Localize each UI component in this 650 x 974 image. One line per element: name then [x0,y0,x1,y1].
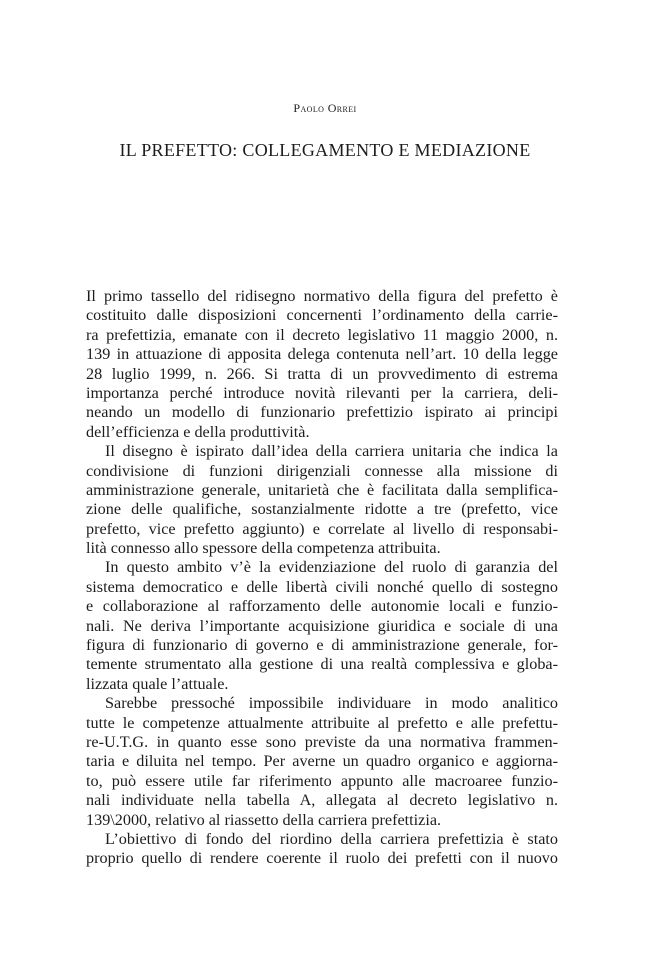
article-title: IL PREFETTO: COLLEGAMENTO E MEDIAZIONE [119,140,531,160]
text-line: nali. Ne deriva l’importante acquisizione giuridica e sociale di una [86,616,558,635]
text-line: tutte le competenze attualmente attribuite al prefetto e alle prefettu- [86,713,558,732]
text-line: proprio quello di rendere coerente il ruolo dei prefetti con il nuovo [86,849,558,868]
text-line: amministrazione generale, unitarietà che è facilitata dalla semplifica- [86,480,558,499]
text-line: temente strumentato alla gestione di una realtà complessiva e globa- [86,655,558,674]
text-line: neando un modello di funzionario prefettizio ispirato ai principi [86,403,558,422]
text-line: costituito dalle disposizioni concernenti l’ordinamento della carrie- [86,306,558,325]
text-line: re-U.T.G. in quanto esse sono previste da una normativa frammen- [86,732,558,751]
text-line: lizzata quale l’attuale. [86,674,229,693]
text-line: L’obiettivo di fondo del riordino della carriera prefettizia è stato [105,829,558,848]
text-line: Il disegno è ispirato dall’idea della carriera unitaria che indica la [105,442,558,461]
text-line: condivisione di funzioni dirigenziali connesse alla missione di [86,461,558,480]
text-line: Il primo tassello del ridisegno normativo della figura del prefetto è [86,287,558,305]
article-body [86,287,558,869]
text-line: lità connesso allo spessore della competenza attribuita. [86,539,441,558]
text-line: 139 in attuazione di apposita delega contenuta nell’art. 10 della legge [86,345,558,364]
text-line: prefetto, vice prefetto aggiunto) e correlate al livello di responsabi- [86,519,558,538]
text-line: zione delle qualifiche, sostanzialmente ridotte a tre (prefetto, vice [86,500,558,519]
text-line: to, può essere utile far riferimento appunto alle macroaree funzio- [86,771,558,790]
text-line: e collaborazione al rafforzamento delle autonomie locali e funzio- [86,597,558,616]
author-name: Paolo Orrei [293,101,357,115]
text-line: 28 luglio 1999, n. 266. Si tratta di un provvedimento di estrema [86,364,558,383]
text-line: ra prefettizia, emanate con il decreto legislativo 11 maggio 2000, n. [86,325,558,344]
text-line: importanza perché introduce novità rilevanti per la carriera, deli- [86,383,558,402]
text-line: figura di funzionario di governo e di amministrazione generale, for- [86,636,558,655]
text-line: nali individuate nella tabella A, allegata al decreto legislativo n. [86,791,558,810]
text-line: sistema democratico e delle libertà civili nonché quello di sostegno [86,577,558,596]
text-line: Sarebbe pressoché impossibile individuare in modo analitico [105,694,558,713]
text-line: 139\2000, relativo al riassetto della carriera prefettizia. [86,810,442,829]
text-line: dell’efficienza e della produttività. [86,422,310,441]
text-line: taria e diluita nel tempo. Per averne un quadro organico e aggiorna- [86,752,558,771]
text-line: In questo ambito v’è la evidenziazione del ruolo di garanzia del [105,558,558,577]
